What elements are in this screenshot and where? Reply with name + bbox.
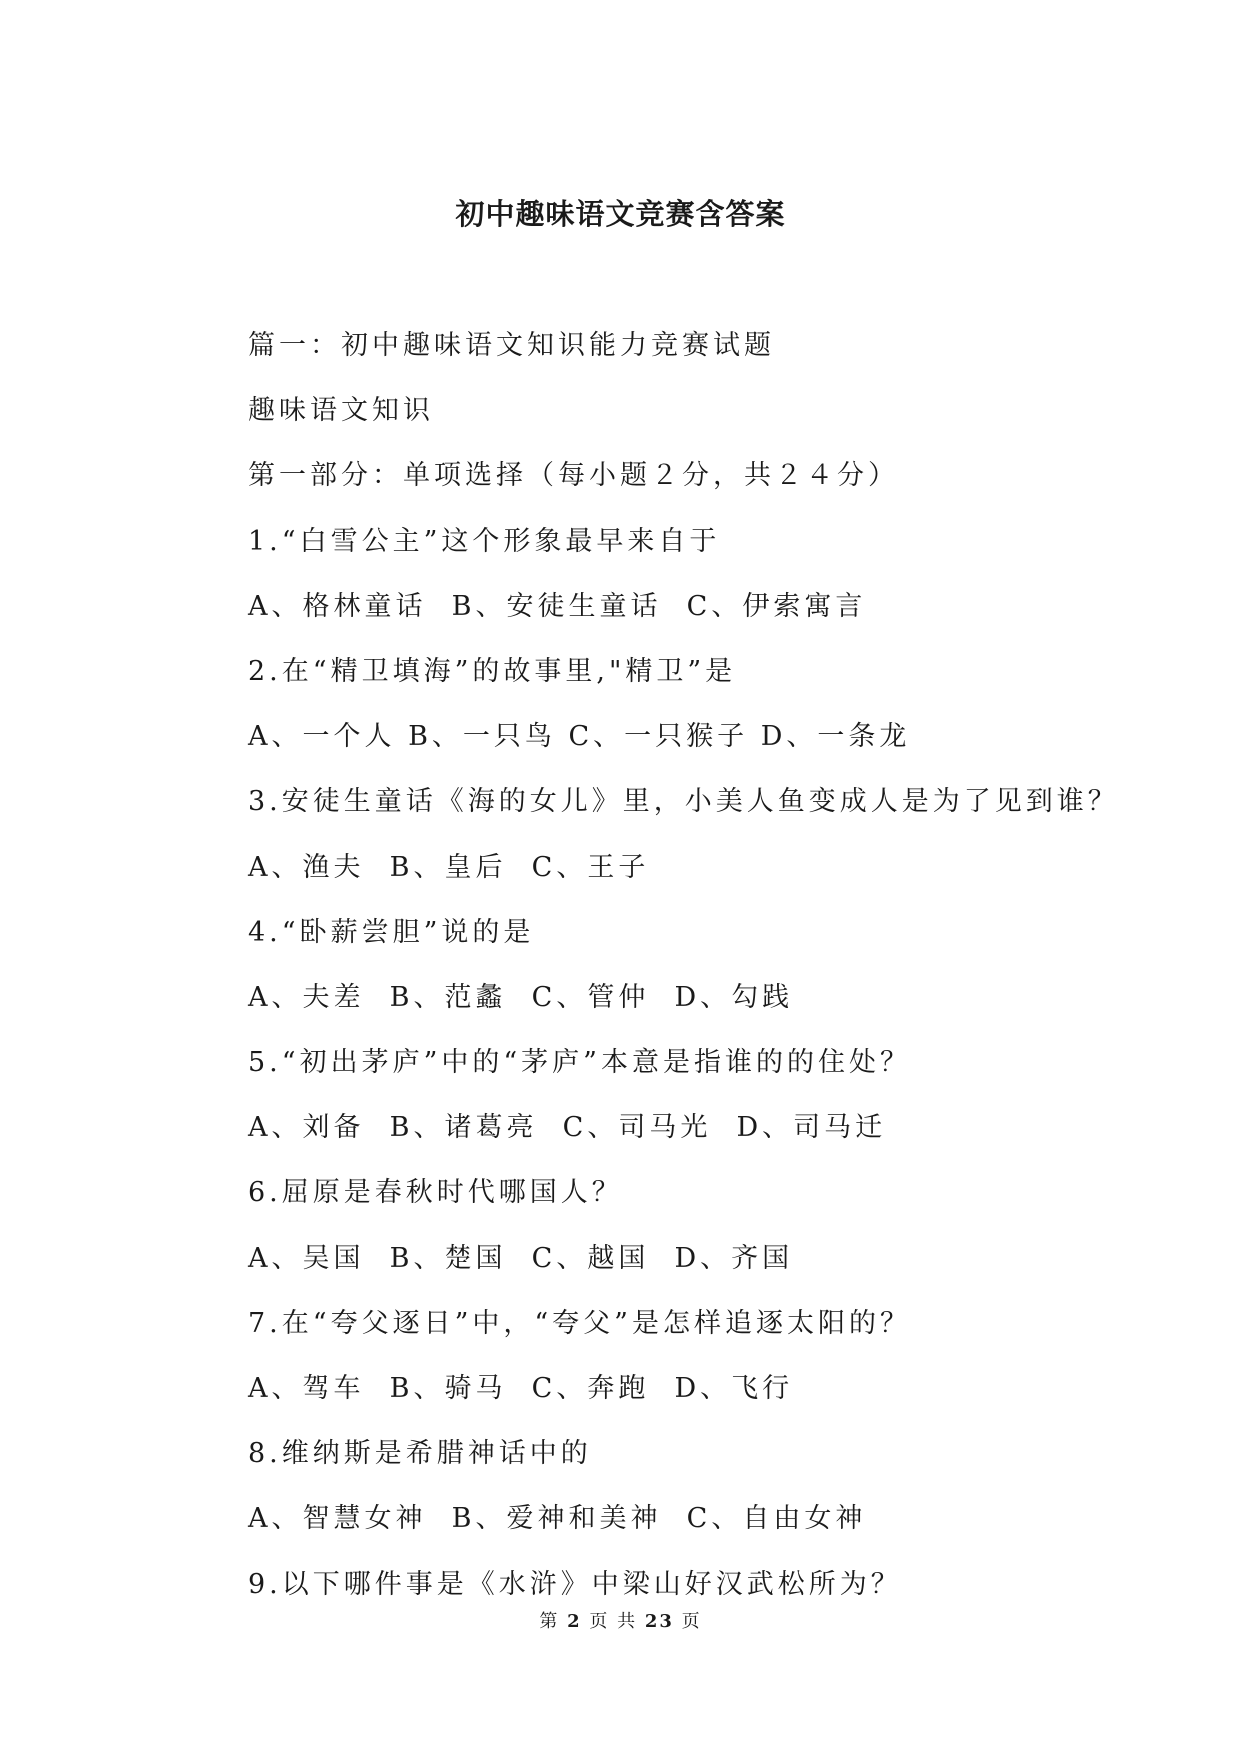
current-page-number: 2 [567, 1611, 582, 1632]
footer-middle: 页 共 [589, 1611, 638, 1632]
page-footer [0, 1610, 1241, 1634]
options-1: A、格林童话 B、安徒生童话 C、伊索寓言 [248, 590, 867, 622]
question-7: 7.在“夸父逐日”中，“夸父”是怎样追逐太阳的？ [248, 1307, 911, 1339]
question-6: 6.屈原是春秋时代哪国人？ [248, 1177, 623, 1209]
question-2: 2.在“精卫填海”的故事里,"精卫”是 [248, 655, 737, 687]
question-5: 5.“初出茅庐”中的“茅庐”本意是指谁的的住处？ [248, 1047, 911, 1079]
options-7: A、驾车 B、骑马 C、奔跑 D、飞行 [248, 1373, 794, 1404]
question-3: 3.安徒生童话《海的女儿》里，小美人鱼变成人是为了见到谁？ [248, 786, 1119, 818]
total-page-count: 23 [644, 1611, 674, 1632]
question-4: 4.“卧薪尝胆”说的是 [248, 916, 535, 948]
question-8: 8.维纳斯是希腊神话中的 [248, 1438, 592, 1470]
question-9: 9.以下哪件事是《水浒》中梁山好汉武松所为？ [248, 1568, 902, 1600]
footer-prefix: 第 [539, 1611, 560, 1632]
options-6: A、吴国 B、楚国 C、越国 D、齐国 [248, 1242, 794, 1274]
subsection-heading: 趣味语文知识 [248, 395, 434, 427]
section-heading: 篇一：初中趣味语文知识能力竞赛试题 [248, 330, 775, 361]
document-title: 初中趣味语文竞赛含答案 [455, 197, 786, 231]
options-2: A、一个人 B、一只鸟 C、一只猴子 D、一条龙 [248, 721, 911, 753]
options-5: A、刘备 B、诸葛亮 C、司马光 D、司马迁 [248, 1112, 887, 1144]
footer-suffix: 页 [681, 1611, 702, 1632]
options-8: A、智慧女神 B、爱神和美神 C、自由女神 [248, 1503, 867, 1535]
options-4: A、夫差 B、范蠡 C、管仲 D、勾践 [248, 981, 794, 1013]
part-heading: 第一部分：单项选择（每小题２分，共２４分） [248, 460, 899, 492]
options-3: A、渔夫 B、皇后 C、王子 [248, 851, 650, 883]
question-1: 1.“白雪公主”这个形象最早来自于 [248, 525, 721, 557]
document-body [248, 326, 1128, 1630]
